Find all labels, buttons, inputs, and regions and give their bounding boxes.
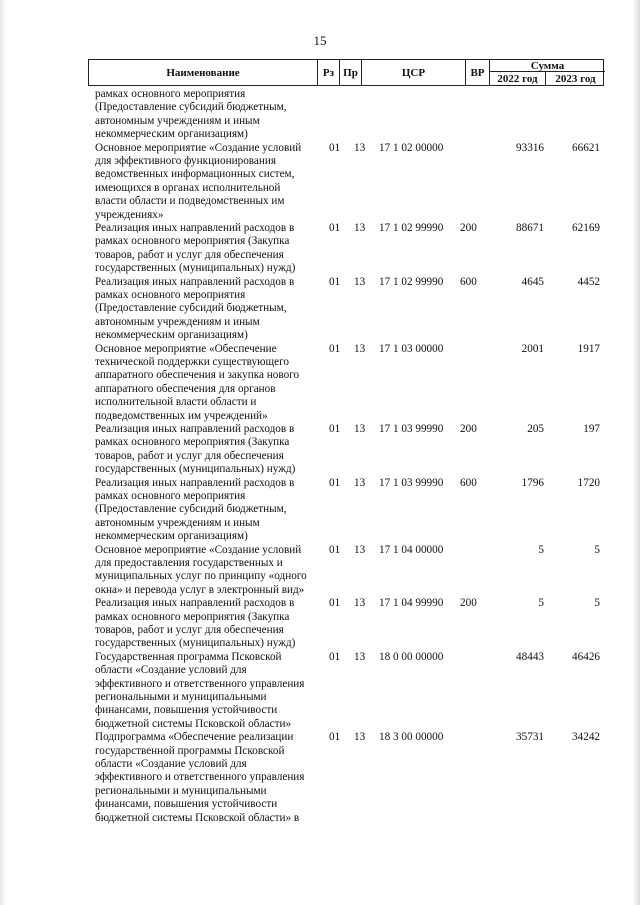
row-csr: 17 1 04 00000 <box>379 543 444 556</box>
row-rz: 01 <box>329 275 341 288</box>
row-rz: 01 <box>329 141 341 154</box>
row-name: рамках основного мероприятия (Предоставление субсидий бюджетным, автономным учреждениям и иным некоммерческим организациям) <box>95 88 287 141</box>
row-name: Государственная программа Псковской области «Создание условий для эффективного и ответственного управления региональными и муниципальными финансами, повышения устойчивости бюджетной системы Псковской области» <box>95 650 305 730</box>
row-sum-2022: 4645 <box>521 275 544 288</box>
row-sum-2022: 93316 <box>516 141 544 154</box>
row-name: Реализация иных направлений расходов в рамках основного мероприятия (Закупка товаров, работ и услуг для обеспечения государственных (муниципальных) нужд) <box>95 221 296 275</box>
row-csr: 17 1 04 99990 <box>379 597 444 610</box>
row-sum-2023: 5 <box>594 597 600 610</box>
row-csr: 17 1 02 99990 <box>379 275 444 288</box>
table-row <box>0 597 640 651</box>
row-pr: 13 <box>354 650 366 663</box>
row-sum-2023: 1917 <box>577 342 600 355</box>
row-csr: 17 1 03 00000 <box>379 342 444 355</box>
row-rz: 01 <box>329 543 341 556</box>
page-number: 15 <box>313 33 327 48</box>
row-rz: 01 <box>329 597 341 610</box>
row-vr: 200 <box>460 221 477 234</box>
row-name: Основное мероприятие «Создание условий для эффективного функционирования ведомственных информационных систем, имеющихся в органах исполнительной власти области и подведомственных им учреждениях» <box>95 141 302 221</box>
row-sum-2023: 66621 <box>572 141 600 154</box>
row-pr: 13 <box>354 141 366 154</box>
row-csr: 18 3 00 00000 <box>379 731 444 744</box>
table-row <box>0 423 640 477</box>
row-sum-2022: 5 <box>538 597 544 610</box>
row-rz: 01 <box>329 342 341 355</box>
header-year-2023: 2023 год <box>555 73 596 85</box>
table-header <box>88 59 604 86</box>
row-rz: 01 <box>329 476 341 489</box>
row-vr: 200 <box>460 422 477 435</box>
header-pr: Пр <box>340 60 362 85</box>
row-name: Основное мероприятие «Создание условий для предоставления государственных и муниципальных услуг по принципу «одного окна» и перевода услуг в электронный вид» <box>95 543 307 596</box>
row-rz: 01 <box>329 650 341 663</box>
row-sum-2023: 5 <box>594 543 600 556</box>
table-row <box>0 142 640 222</box>
row-vr: 600 <box>460 275 477 288</box>
table-row <box>0 651 640 731</box>
row-sum-2022: 48443 <box>516 650 544 663</box>
header-rz: Рз <box>318 60 340 85</box>
row-pr: 13 <box>354 221 366 234</box>
row-pr: 13 <box>354 476 366 489</box>
table-row <box>0 276 640 343</box>
row-pr: 13 <box>354 342 366 355</box>
row-name: Подпрограмма «Обеспечение реализации государственной программы Псковской области «Создание условий для эффективного и ответственного управления региональными и муниципальными финансами, повышения устойчивости бюджетной системы Псковской области» в <box>95 731 305 824</box>
header-sum <box>490 60 605 85</box>
row-sum-2023: 1720 <box>577 476 600 489</box>
row-pr: 13 <box>354 275 366 288</box>
row-sum-2022: 5 <box>538 543 544 556</box>
row-csr: 18 0 00 00000 <box>379 650 444 663</box>
header-year-2022: 2022 год <box>490 72 546 86</box>
row-csr: 17 1 02 00000 <box>379 141 444 154</box>
row-sum-2023: 197 <box>583 422 600 435</box>
row-sum-2023: 46426 <box>572 650 600 663</box>
table-row <box>0 222 640 276</box>
row-name: Основное мероприятие «Обеспечение технической поддержки существующего аппаратного обеспечения и закупка нового аппаратного обеспечения для органов исполнительной власти области и подведомственных им учреждений» <box>95 342 300 422</box>
row-sum-2023: 34242 <box>572 731 600 744</box>
row-sum-2022: 205 <box>527 422 544 435</box>
row-csr: 17 1 03 99990 <box>379 422 444 435</box>
row-sum-2023: 4452 <box>577 275 600 288</box>
table-row <box>0 544 640 598</box>
row-sum-2022: 35731 <box>516 731 544 744</box>
row-sum-2022: 2001 <box>521 342 544 355</box>
header-vr: ВР <box>466 60 490 85</box>
row-rz: 01 <box>329 731 341 744</box>
row-csr: 17 1 03 99990 <box>379 476 444 489</box>
row-name: Реализация иных направлений расходов в рамках основного мероприятия (Закупка товаров, работ и услуг для обеспечения государственных (муниципальных) нужд) <box>95 422 296 476</box>
row-vr: 200 <box>460 597 477 610</box>
row-vr: 600 <box>460 476 477 489</box>
row-name: Реализация иных направлений расходов в рамках основного мероприятия (Предоставление субсидий бюджетным, автономным учреждениям и иным некоммерческим организациям) <box>95 275 295 342</box>
row-csr: 17 1 02 99990 <box>379 221 444 234</box>
row-sum-2022: 1796 <box>521 476 544 489</box>
row-name: Реализация иных направлений расходов в рамках основного мероприятия (Предоставление субсидий бюджетным, автономным учреждениям и иным некоммерческим организациям) <box>95 476 295 543</box>
header-sum-title: Сумма <box>490 60 605 72</box>
header-name: Наименование <box>89 60 318 85</box>
row-rz: 01 <box>329 422 341 435</box>
header-csr: ЦСР <box>362 60 466 85</box>
table-row <box>0 88 640 142</box>
table-row <box>0 343 640 423</box>
row-sum-2023: 62169 <box>572 221 600 234</box>
row-sum-2022: 88671 <box>516 221 544 234</box>
row-pr: 13 <box>354 731 366 744</box>
row-name: Реализация иных направлений расходов в рамках основного мероприятия (Закупка товаров, работ и услуг для обеспечения государственных (муниципальных) нужд) <box>95 597 296 650</box>
row-pr: 13 <box>354 597 366 610</box>
row-pr: 13 <box>354 422 366 435</box>
table-row <box>0 477 640 544</box>
row-rz: 01 <box>329 221 341 234</box>
table-row <box>0 731 640 825</box>
row-pr: 13 <box>354 543 366 556</box>
table-body <box>0 88 640 825</box>
